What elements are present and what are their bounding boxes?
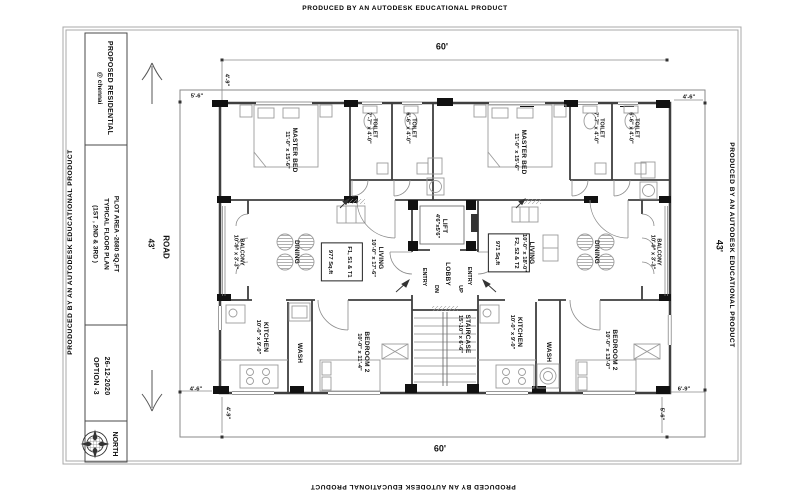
room-label-wash-1: WASH (295, 342, 303, 364)
room-label-toilet-2a: TOILET 7'-7" x 4'-0" (592, 112, 605, 144)
plot-area: PLOT AREA -2680 SQ.FT (112, 195, 120, 273)
dim-br-v: 5'-6" (658, 407, 665, 421)
watermark-right: PRODUCED BY AN AUTODESK EDUCATIONAL PRODUCT (727, 142, 735, 348)
dim-br-h: 6'-9" (677, 386, 691, 393)
room-label-wash-2: WASH (544, 341, 552, 363)
drawing-option: OPTION -3 (92, 357, 99, 395)
room-label-kitchen-1: KITCHEN 10'-0" x 9'-0" (255, 319, 270, 355)
watermark-top: PRODUCED BY AN AUTODESK EDUCATIONAL PRODUCT (302, 5, 508, 13)
room-label-master-bed-2: MASTER BED 11'-0" x 15'-6" (513, 129, 528, 175)
drawing-date: 26-12-2020 (103, 356, 111, 396)
room-label-balcony-1: BALCONY 10'-0" x 3'-3" (232, 234, 245, 270)
room-label-living-1: LIVING 10'-0" x 17'-6" (370, 239, 385, 277)
dim-tr-h: 4'-6" (682, 94, 696, 101)
road-width: 43' (146, 238, 156, 250)
watermark-bottom: PRODUCED BY AN AUTODESK EDUCATIONAL PRODUCT (310, 482, 516, 490)
dim-right-43: 43' (714, 239, 725, 253)
road-arrow-up (142, 63, 162, 104)
room-label-master-bed-1: MASTER BED 11'-0" x 15'-6" (284, 127, 299, 173)
drawing-title: TYPICAL FLOOR PLAN (102, 198, 110, 270)
dim-top-60: 60' (435, 41, 449, 52)
room-label-lobby: LOBBY (443, 262, 451, 286)
project-name: PROPOSED RESIDENTIAL (105, 40, 113, 136)
label-up: UP (457, 285, 464, 293)
room-label-balcony-2: BALCONY 10'-0" x 3'-3" (649, 234, 662, 270)
title-block-project (93, 41, 115, 135)
room-label-dining-2: DINING (592, 240, 600, 264)
label-dn: DN (433, 285, 440, 293)
label-entry-right: ENTRY (466, 266, 473, 286)
area-tag-2: F2, S2 & T2 971 Sq.ft (488, 233, 530, 272)
north-label: NORTH (111, 431, 119, 457)
room-label-living-2: LIVING 10'-0" x 18'-0" (521, 234, 536, 272)
room-label-dining-1: DINING (292, 240, 300, 264)
title-block-drawing (89, 196, 120, 272)
dim-tl-h: 5'-6" (190, 93, 204, 100)
dim-bl-h: 4'-6" (189, 386, 203, 393)
room-label-bedroom2-1: BEDROOM 2 10'-0" x 11'-4" (356, 331, 371, 373)
room-label-staircase: STAIRCASE 15'-10" x 6'-6" (457, 314, 472, 354)
watermark-left: PRODUCED BY AN AUTODESK EDUCATIONAL PRODUCT (67, 149, 75, 355)
room-label-toilet-2b: TOILET 6'-6" x 4'-0" (627, 112, 640, 144)
floors: (1ST , 2ND & 3RD ) (91, 205, 99, 263)
title-block-date-option (90, 357, 112, 396)
dim-bottom-60: 60' (433, 443, 447, 454)
area-tag-1: F1, S1 & T1 977 Sq.ft (321, 242, 363, 281)
dim-tl-v: 4'-9" (223, 73, 230, 87)
room-label-toilet-1a: TOILET 7'-7" x 4'-0" (365, 112, 378, 144)
room-label-toilet-1b: TOILET 6'-6" x 4'-0" (404, 112, 417, 144)
road-label: ROAD (161, 235, 171, 259)
room-label-bedroom2-2: BEDROOM 2 10'-0" x 13'-0" (604, 329, 619, 371)
dim-bl-v: 4'-9" (224, 406, 231, 420)
road-arrow-down (142, 370, 162, 411)
room-label-lift: LIFT 4'6"x5'6" (434, 213, 449, 239)
room-label-kitchen-2: KITCHEN 10'-0" x 9'-0" (509, 314, 524, 350)
project-location: @ chennai (95, 71, 103, 105)
label-entry-left: ENTRY (421, 267, 428, 287)
